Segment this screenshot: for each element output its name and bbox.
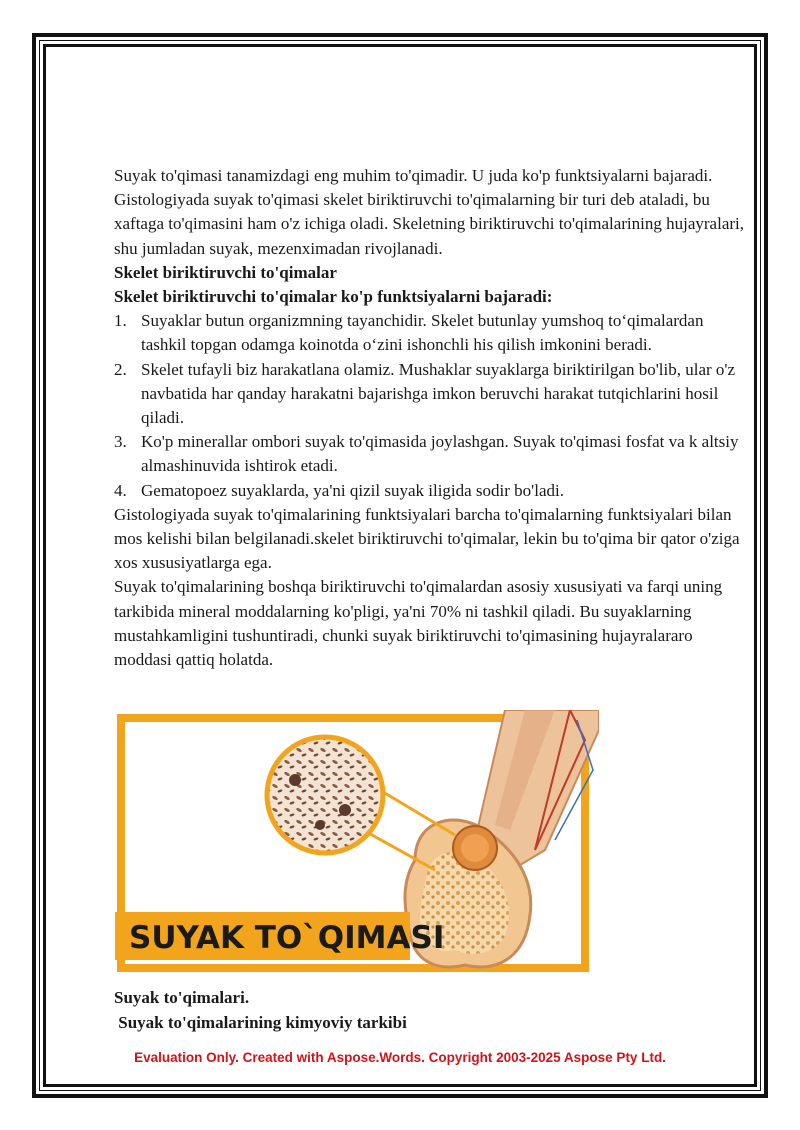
functions-list xyxy=(114,309,744,503)
tissue-heading: Suyak to'qimalari. xyxy=(114,988,250,1007)
list-item-text: Suyaklar butun organizmning tayanchidir. Skelet butunlay yumshoq to‘qimalardan tashkil topgan odamga koinotda o‘zini ishonchli his qilish imkonini beradi. xyxy=(141,311,704,355)
list-number: 2. xyxy=(114,359,127,379)
document-body xyxy=(114,164,744,672)
list-item xyxy=(114,430,744,478)
closing-headings xyxy=(114,985,407,1035)
intro-paragraph: Suyak to'qimasi tanamizdagi eng muhim to'qimadir. U juda ko'p funktsiyalarni bajaradi. Gistologiyada suyak to'qimasi skelet biriktiruvchi to'qimalarning bir turi deb ataladi, bu xaftaga to'qimasini ham o'z ichiga oladi. Skeletning biriktiruvchi to'qimalarining hujayralari, shu jumladan suyak, mezenximadan rivojlanadi. xyxy=(114,166,744,258)
chemical-composition-heading: Suyak to'qimalarining kimyoviy tarkibi xyxy=(114,1013,407,1032)
bone-illustration-svg xyxy=(115,710,599,978)
histology-paragraph: Gistologiyada suyak to'qimalarining funktsiyalari barcha to'qimalarning funktsiyalari bilan mos kelishi bilan belgilanadi.skelet biriktiruvchi to'qimalar, lekin bu to'qima bir qator o'ziga xos xususiyatlarga ega. xyxy=(114,504,740,573)
list-item xyxy=(114,309,744,357)
section-heading: Skelet biriktiruvchi to'qimalar xyxy=(114,262,337,282)
list-item-text: Ko'p minerallar ombori suyak to'qimasida joylashgan. Suyak to'qimasi fosfat va k altsiy almashinuvida ishtirok etadi. xyxy=(141,432,739,476)
mineral-paragraph: Suyak to'qimalarining boshqa biriktiruvchi to'qimalardan asosiy xususiyati va farqi uning tarkibida mineral moddalarning ko'pligi, ya'ni 70% ni tashkil qiladi. Bu suyaklarning mustahkamligini tushuntiradi, chunki suyak biriktiruvchi to'qimasining hujayralararo moddasi qattiq holatda. xyxy=(114,577,723,670)
list-heading: Skelet biriktiruvchi to'qimalar ko'p funktsiyalarni bajaradi: xyxy=(114,287,553,307)
list-item-text: Gematopoez suyaklarda, ya'ni qizil suyak iligida sodir bo'ladi. xyxy=(141,480,564,500)
list-item xyxy=(114,479,744,503)
figure-label: SUYAK TO`QIMASI xyxy=(129,920,445,956)
bone-tissue-illustration xyxy=(115,710,599,978)
list-number: 3. xyxy=(114,432,127,452)
evaluation-watermark: Evaluation Only. Created with Aspose.Words. Copyright 2003-2025 Aspose Pty Ltd. xyxy=(134,1050,666,1065)
list-number: 4. xyxy=(114,480,127,500)
magnified-tissue-circle xyxy=(267,737,383,853)
list-item xyxy=(114,358,744,431)
list-item-text: Skelet tufayli biz harakatlana olamiz. Mushaklar suyaklarga biriktirilgan bo'lib, ular o'z navbatida har qanday harakatni bajarishga imkon beruvchi harakat tutqichlarini hosil qiladi. xyxy=(141,359,736,428)
list-number: 1. xyxy=(114,311,127,331)
